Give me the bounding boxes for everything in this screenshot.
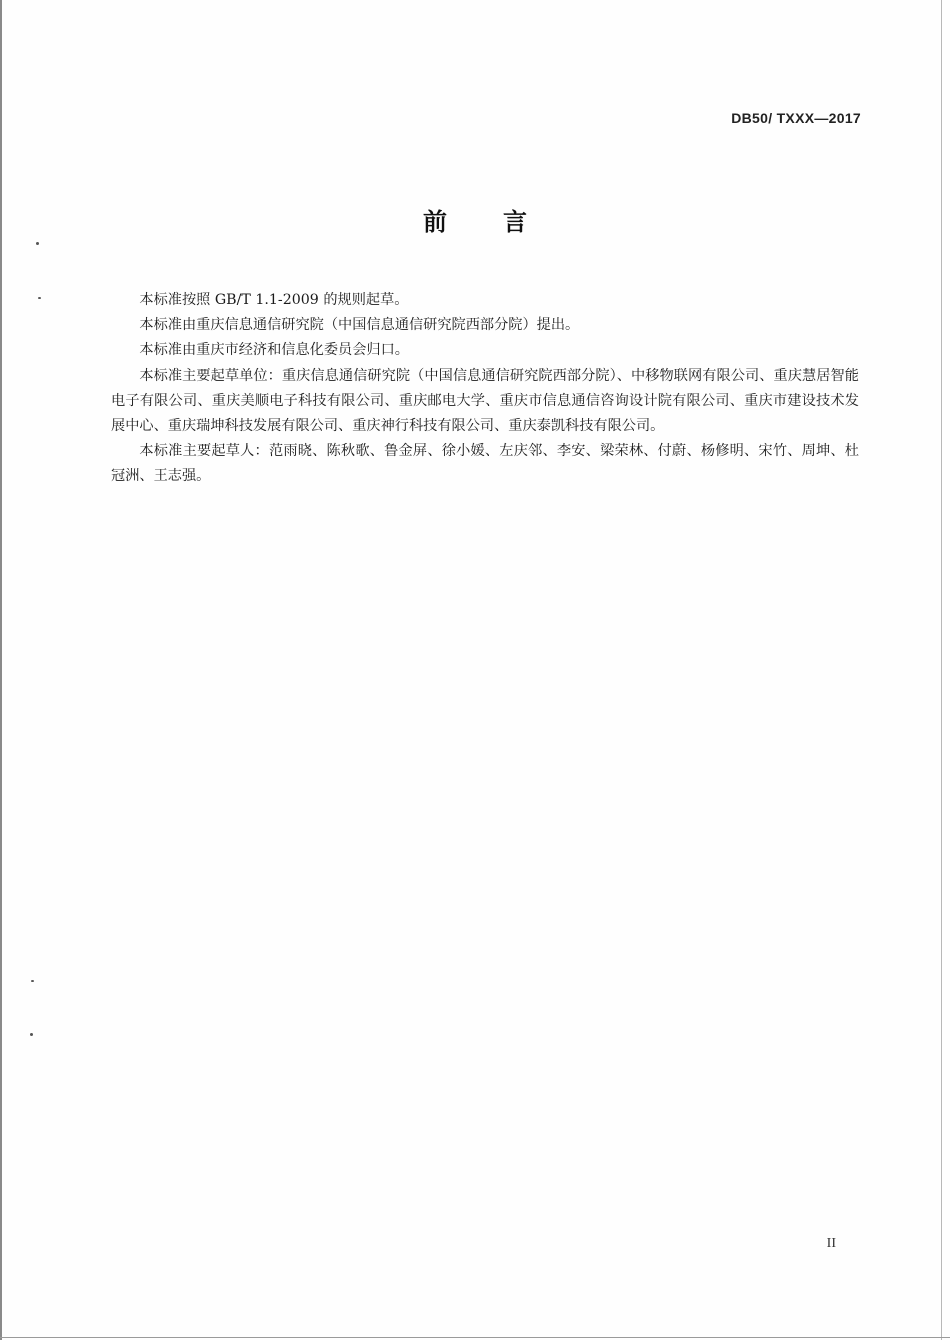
scan-edge-bottom bbox=[0, 1337, 950, 1338]
foreword-body bbox=[111, 288, 859, 490]
scan-speck bbox=[30, 1033, 33, 1036]
paragraph-administrator: 本标准由重庆市经济和信息化委员会归口。 bbox=[139, 342, 409, 359]
scan-edge-right bbox=[941, 0, 942, 1340]
paragraph-proposer: 本标准由重庆信息通信研究院（中国信息通信研究院西部分院）提出。 bbox=[139, 317, 580, 334]
scan-speck bbox=[36, 242, 39, 245]
page-number: II bbox=[826, 1236, 836, 1251]
paragraph-drafting-rule: 本标准按照 GB/T 1.1-2009 的规则起草。 bbox=[139, 292, 409, 308]
paragraph-drafting-units: 本标准主要起草单位：重庆信息通信研究院（中国信息通信研究院西部分院）、中移物联网有限公司、重庆慧居智能电子有限公司、重庆美顺电子科技有限公司、重庆邮电大学、重庆市信息通信咨询设计院有限公司、重庆市建设技术发展中心、重庆瑞坤科技发展有限公司、重庆神行科技有限公司、重庆泰凯科技有限公司。 bbox=[111, 367, 859, 435]
scan-speck bbox=[31, 980, 34, 982]
page-title: 前言 bbox=[423, 208, 583, 236]
document-code: DB50/ TXXX—2017 bbox=[731, 110, 861, 126]
scan-edge-left bbox=[0, 0, 2, 1340]
scan-speck bbox=[38, 297, 41, 299]
paragraph-drafters: 本标准主要起草人：范雨晓、陈秋歌、鲁金屏、徐小媛、左庆邻、李安、梁荣林、付蔚、杨修明、宋竹、周坤、杜冠洲、王志强。 bbox=[111, 443, 859, 485]
